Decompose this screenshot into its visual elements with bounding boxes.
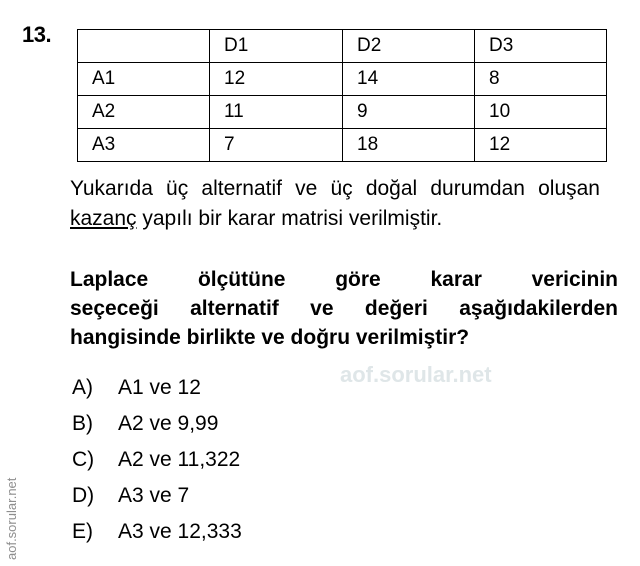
- matrix-cell: 10: [475, 96, 607, 129]
- matrix-cell: 7: [210, 129, 343, 162]
- option-a[interactable]: [72, 370, 242, 406]
- matrix-cell: 12: [210, 63, 343, 96]
- question-number: 13.: [22, 22, 52, 47]
- question-stem: [70, 174, 600, 234]
- watermark-center: aof.sorular.net: [340, 362, 492, 387]
- matrix-row: [78, 63, 607, 96]
- stem-text: yapılı bir karar matrisi verilmiştir.: [136, 207, 443, 230]
- matrix-cell: 8: [475, 63, 607, 96]
- matrix-header-cell: [78, 30, 210, 63]
- option-text: A1 ve 12: [118, 376, 201, 399]
- watermark-side: aof.sorular.net: [4, 477, 19, 560]
- matrix-row-label: A1: [78, 63, 210, 96]
- prompt-line: Laplace ölçütüne göre karar vericinin: [70, 268, 618, 291]
- matrix-header-row: [78, 30, 607, 63]
- option-letter: B): [72, 412, 93, 435]
- option-text: A2 ve 11,322: [118, 448, 241, 471]
- option-text: A3 ve 7: [118, 484, 190, 507]
- option-e[interactable]: [72, 514, 242, 550]
- matrix-header-cell: D2: [343, 30, 475, 63]
- answer-options: [72, 370, 242, 550]
- matrix-row-label: A2: [78, 96, 210, 129]
- option-letter: C): [72, 448, 95, 471]
- stem-underlined-word: kazanç: [70, 207, 137, 230]
- matrix-cell: 9: [343, 96, 475, 129]
- matrix-cell: 11: [210, 96, 343, 129]
- prompt-line: hangisinde birlikte ve doğru verilmiştir?: [70, 326, 470, 349]
- question-prompt: [70, 265, 618, 352]
- prompt-line: seçeceği alternatif ve değeri aşağıdakilerden: [70, 297, 618, 320]
- matrix-cell: 18: [343, 129, 475, 162]
- matrix-header-cell: D3: [475, 30, 607, 63]
- option-letter: D): [72, 484, 95, 507]
- matrix-cell: 12: [475, 129, 607, 162]
- option-letter: A): [72, 376, 93, 399]
- option-c[interactable]: [72, 442, 242, 478]
- decision-matrix: [77, 29, 607, 162]
- matrix-row: [78, 96, 607, 129]
- matrix-header-cell: D1: [210, 30, 343, 63]
- option-text: A3 ve 12,333: [118, 520, 242, 543]
- stem-text: Yukarıda üç alternatif ve üç doğal durumdan oluşan: [70, 177, 600, 200]
- matrix-row-label: A3: [78, 129, 210, 162]
- option-text: A2 ve 9,99: [118, 412, 219, 435]
- matrix-cell: 14: [343, 63, 475, 96]
- option-b[interactable]: [72, 406, 242, 442]
- option-d[interactable]: [72, 478, 242, 514]
- option-letter: E): [72, 520, 93, 543]
- matrix-row: [78, 129, 607, 162]
